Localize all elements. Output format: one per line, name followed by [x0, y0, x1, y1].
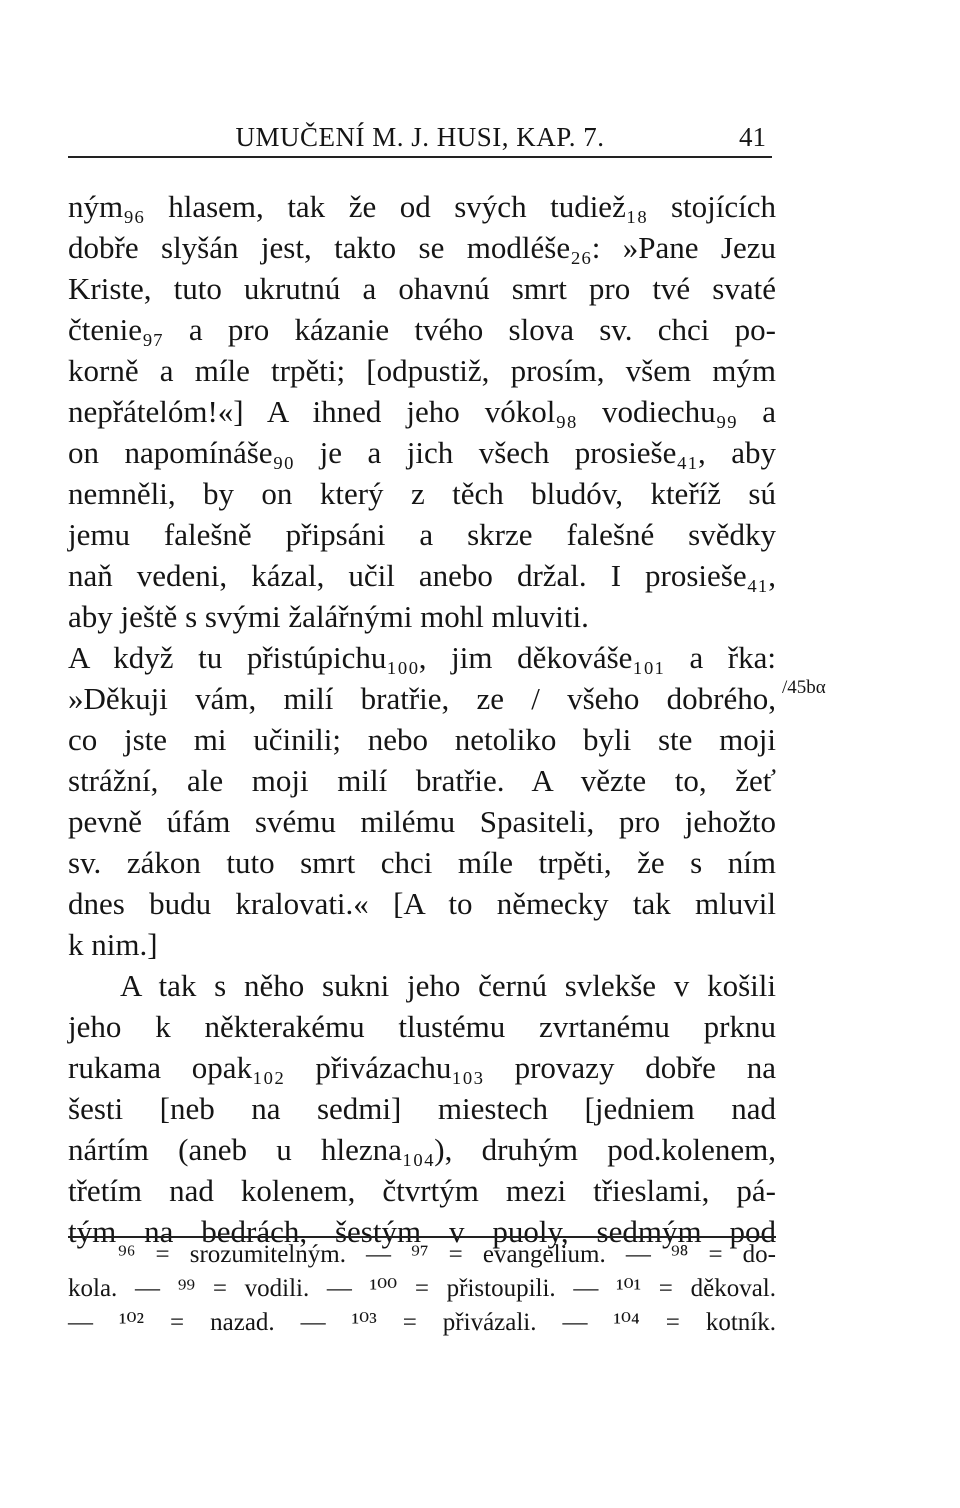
paragraph-first-line: A tak s něho sukni jeho černú svlekše v košili [120, 968, 776, 1003]
footnote-line: — ¹⁰² = nazad. — ¹⁰³ = přivázali. — ¹⁰⁴ = kotník. [68, 1309, 776, 1336]
text-line: dnes budu kralovati.« [A to německy tak mluvil [68, 886, 776, 921]
text-line: on napomínáše₉₀ je a jich všech prosieše₄₁, aby [68, 435, 776, 470]
running-title: UMUČENÍ M. J. HUSI, KAP. 7. [235, 122, 605, 152]
text-line: třetím nad kolenem, čtvrtým mezi třieslami, pá- [68, 1173, 776, 1208]
running-header [68, 116, 772, 158]
text-line: nártím (aneb u hlezna₁₀₄), druhým pod.kolenem, [68, 1132, 776, 1167]
text-line: jeho k některakému tlustému zvrtanému prknu [68, 1009, 776, 1044]
text-line: dobře slyšán jest, takto se modléše₂₆: »Pane Jezu [68, 230, 776, 265]
text-line: nepřátelóm!«] A ihned jeho vókol₉₈ vodiechu₉₉ a [68, 394, 776, 429]
text-line: Kriste, tuto ukrutnú a ohavnú smrt pro tvé svaté [68, 271, 776, 306]
text-line: rukama opak₁₀₂ přivázachu₁₀₃ provazy dobře na [68, 1050, 776, 1085]
page-number: 41 [739, 122, 766, 152]
text-line: ným₉₆ hlasem, tak že od svých tudiež₁₈ stojících [68, 189, 776, 224]
footnote-line: kola. — ⁹⁹ = vodili. — ¹⁰⁰ = přistoupili. — ¹⁰¹ = děkoval. [68, 1275, 776, 1302]
text-line: A když tu přistúpichu₁₀₀, jim děkováše₁₀₁ a řka: [68, 640, 776, 675]
footnote-line: ⁹⁶ = srozumitelným. — ⁹⁷ = evangelium. — ⁹⁸ = do- [118, 1241, 776, 1268]
text-line: co jste mi učinili; nebo netoliko byli ste moji [68, 722, 776, 757]
body-text [68, 186, 776, 1252]
text-line: jemu falešně připsáni a skrze falešné svědky [68, 517, 776, 552]
text-line: šesti [neb na sedmi] miestech [jedniem nad [68, 1091, 776, 1126]
text-line: čtenie₉₇ a pro kázanie tvého slova sv. chci po- [68, 312, 776, 347]
footnotes [68, 1238, 776, 1340]
text-line: k nim.] [68, 927, 158, 962]
text-line: strážní, ale moji milí bratřie. A vězte to, žeť [68, 763, 776, 798]
text-line: nemněli, by on který z těch bludóv, kteříž sú [68, 476, 776, 511]
text-line: »Děkuji vám, milí bratřie, ze / všeho dobrého, [68, 681, 776, 716]
text-line: tým na bedrách, šestým v puoly, sedmým pod [68, 1214, 776, 1249]
text-line: naň vedeni, kázal, učil anebo držal. I prosieše₄₁, [68, 558, 776, 593]
margin-folio-note: /45bα [782, 677, 826, 698]
text-line: sv. zákon tuto smrt chci míle trpěti, že s ním [68, 845, 776, 880]
text-line: pevně úfám svému milému Spasiteli, pro jehožto [68, 804, 776, 839]
text-line: aby ještě s svými žalářnými mohl mluviti. [68, 599, 589, 634]
text-line: korně a míle trpěti; [odpustiž, prosím, všem mým [68, 353, 776, 388]
